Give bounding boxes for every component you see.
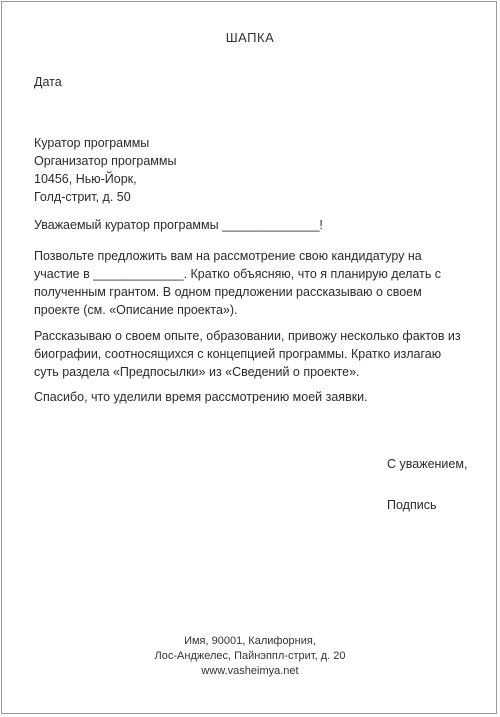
body-paragraph-experience: Рассказываю о своем опыте, образовании, привожу несколько фактов из биографии, соотносящихся с концепцией программы. Кратко излагаю суть раздела «Предпосылки» из «Сведений о проекте». — [34, 329, 461, 379]
recipient-line: Организатор программы — [34, 154, 177, 168]
recipient-line: Голд-стрит, д. 50 — [34, 190, 131, 204]
salutation: Уважаемый куратор программы ______________! — [34, 218, 323, 232]
letterhead: ШАПКА — [225, 30, 275, 45]
closing: С уважением, — [387, 457, 468, 471]
footer-line: Лос-Анджелес, Пайнэппл-стрит, д. 20 — [154, 650, 346, 662]
body-paragraph-thanks: Спасибо, что уделили время рассмотрению моей заявки. — [34, 390, 368, 404]
footer-website-link: www.vasheimya.net — [201, 665, 299, 677]
date-line: Дата — [34, 75, 62, 89]
signature: Подпись — [387, 498, 437, 512]
footer-contact — [0, 634, 500, 679]
recipient-address — [34, 134, 466, 206]
footer-line: Имя, 90001, Калифорния, — [184, 635, 316, 647]
recipient-line: 10456, Нью-Йорк, — [34, 172, 137, 186]
recipient-line: Куратор программы — [34, 136, 150, 150]
body-paragraph-intro: Позвольте предложить вам на рассмотрение свою кандидатуру на участие в _____________. Кратко объясняю, что я планирую делать с полученным грантом. В одном предложении рассказываю о своем проекте (см. «Описание проекта»). — [34, 249, 442, 317]
